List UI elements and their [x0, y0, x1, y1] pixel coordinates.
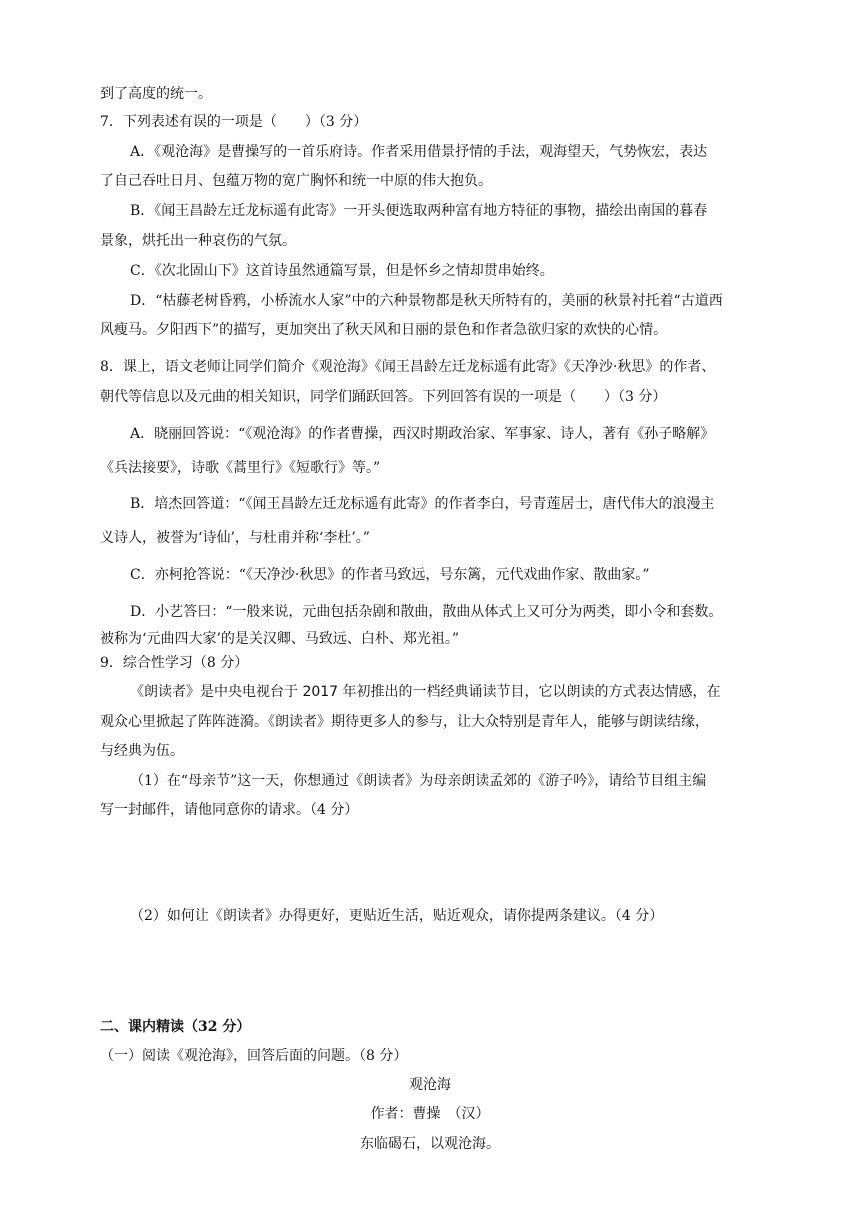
poem-title: 观沧海 — [409, 1077, 451, 1093]
q8-option-d: D．小艺答曰：“一般来说，元曲包括杂剧和散曲，散曲从体式上又可分为两类，即小令和套数。 — [130, 604, 723, 620]
q8-option-a: A．晓丽回答说：“《观沧海》的作者曹操，西汉时期政治家、军事家、诗人，著有《孙子略解》 — [130, 426, 715, 442]
text-line: 被称为‘元曲四大家’的是关汉卿、马致远、白朴、郑光祖。” — [100, 631, 460, 647]
text-line: 到了高度的统一。 — [100, 86, 212, 102]
q8-option-b: B．培杰回答道：“《闻王昌龄左迁龙标遥有此寄》的作者李白，号青莲居士，唐代伟大的浪漫主 — [130, 496, 715, 512]
q9-sub-2: （2）如何让《朗读者》办得更好，更贴近生活，贴近观众，请你提两条建议。（4 分） — [130, 908, 664, 924]
question-7: 7．下列表述有误的一项是（ ）（3 分） — [100, 114, 368, 130]
text-line: 了自己吞吐日月、包蕴万物的宽广胸怀和统一中原的伟大抱负。 — [100, 173, 492, 189]
q7-option-c: C．《次北固山下》这首诗虽然通篇写景，但是怀乡之情却贯串始终。 — [130, 263, 554, 279]
text-line: 写一封邮件，请他同意你的请求。（4 分） — [100, 802, 359, 818]
q9-sub-1: （1）在“母亲节”这一天，你想通过《朗读者》为母亲朗读孟郊的《游子吟》，请给节目组主编 — [130, 773, 707, 789]
question-8: 8．课上，语文老师让同学们简介《观沧海》《闻王昌龄左迁龙标遥有此寄》《天净沙·秋思》的作者、 — [100, 359, 716, 375]
q7-option-d: D．“枯藤老树昏鸦，小桥流水人家”中的六种景物都是秋天所特有的，美丽的秋景衬托着“古道西 — [130, 293, 723, 309]
text-line: 义诗人，被誉为‘诗仙’，与杜甫并称‘李杜’。” — [100, 530, 370, 546]
reading-instruction: （一）阅读《观沧海》，回答后面的问题。（8 分） — [100, 1048, 408, 1064]
poem-author: 作者：曹操 （汉） — [370, 1106, 490, 1122]
section-heading: 二、课内精读（32 分） — [100, 1019, 251, 1035]
q7-option-a: A．《观沧海》是曹操写的一首乐府诗。作者采用借景抒情的手法，观海望天，气势恢宏，表达 — [130, 144, 708, 160]
text-line: 《兵法接要》，诗歌《蒿里行》《短歌行》等。” — [100, 460, 381, 476]
text-line: 景象，烘托出一种哀伤的气氛。 — [100, 233, 296, 249]
passage-line: 《朗读者》是中央电视台于 2017 年初推出的一档经典诵读节目，它以朗读的方式表达情感，在 — [130, 684, 721, 700]
text-line: 风瘦马。夕阳西下”的描写，更加突出了秋天风和日丽的景色和作者急欲归家的欢快的心情。 — [100, 322, 668, 338]
passage-line: 与经典为伍。 — [100, 743, 184, 759]
q8-option-c: C．亦柯抢答说：“《天净沙·秋思》的作者马致远，号东篱，元代戏曲作家、散曲家。” — [130, 567, 650, 583]
passage-line: 观众心里掀起了阵阵涟漪。《朗读者》期待更多人的参与，让大众特别是青年人，能够与朗读结缘， — [100, 714, 709, 730]
poem-line: 东临碣石，以观沧海。 — [360, 1136, 500, 1152]
text-line: 朝代等信息以及元曲的相关知识，同学们踊跃回答。下列回答有误的一项是（ ）（3 分） — [100, 389, 667, 405]
question-9: 9．综合性学习（8 分） — [100, 655, 249, 671]
q7-option-b: B．《闻王昌龄左迁龙标遥有此寄》一开头便选取两种富有地方特征的事物，描绘出南国的暮春 — [130, 203, 708, 219]
